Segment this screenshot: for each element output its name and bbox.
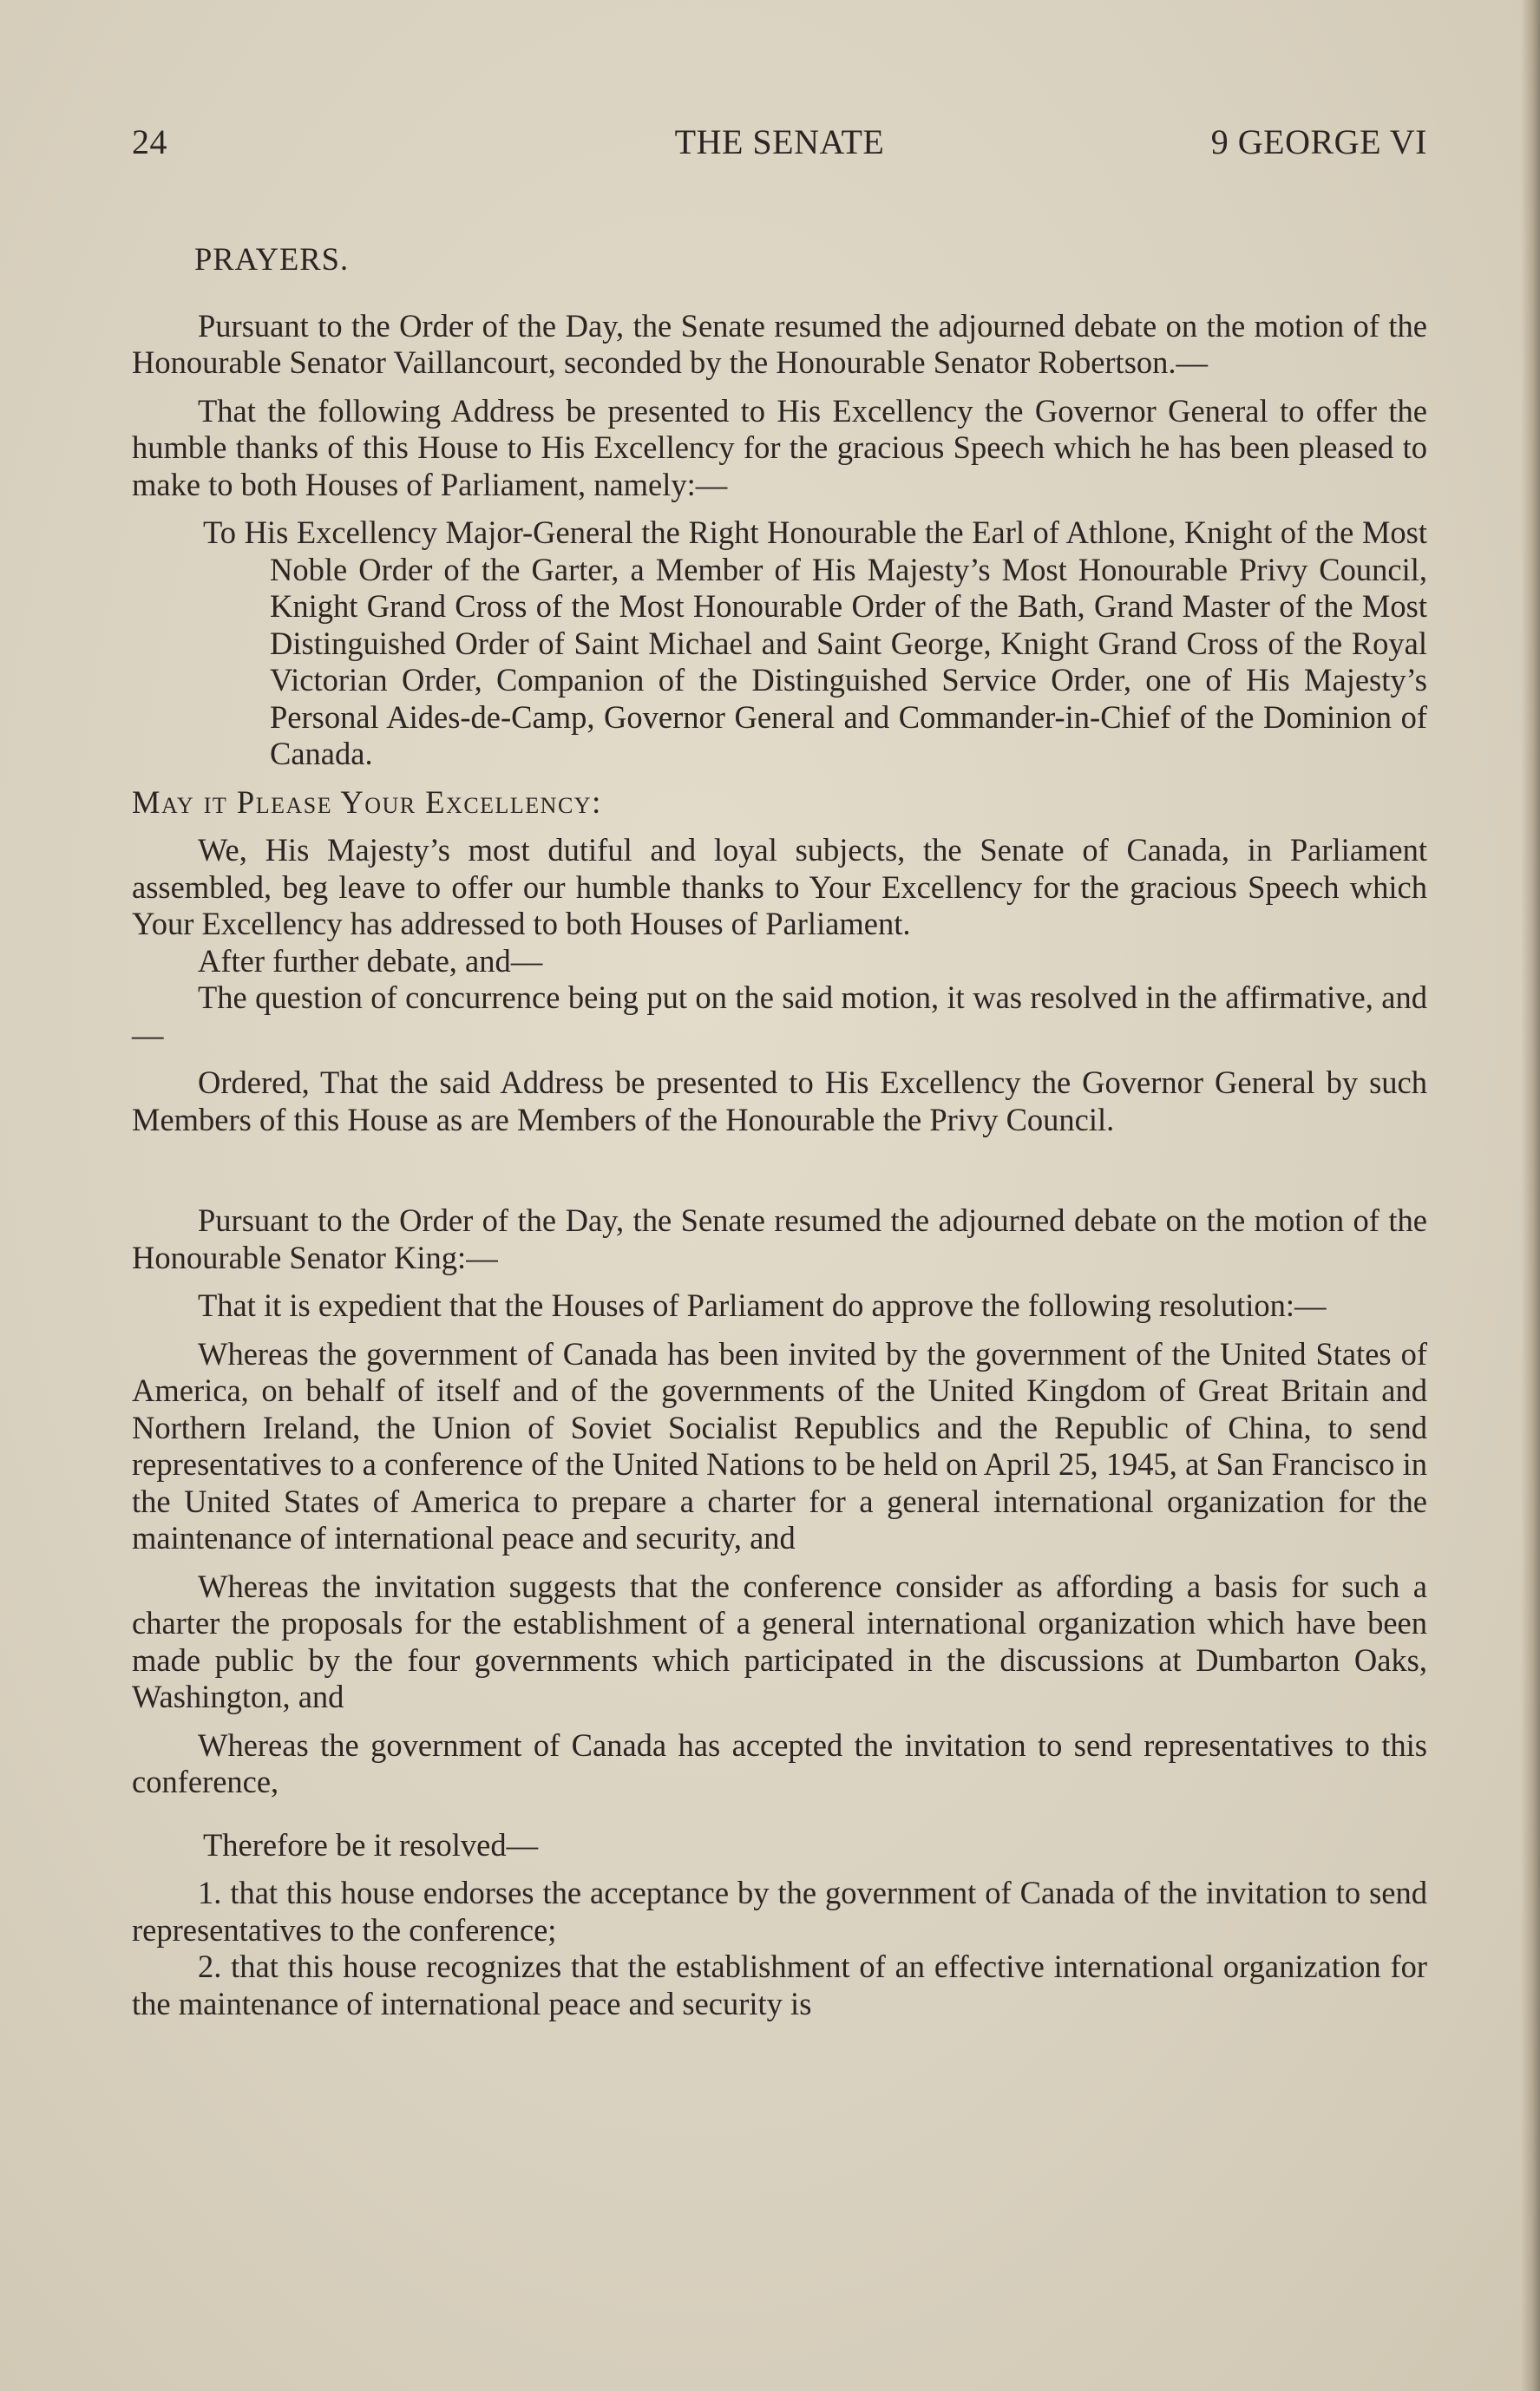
regnal-year: 9 GEORGE VI xyxy=(1210,122,1427,161)
paragraph: Pursuant to the Order of the Day, the Senate resumed the adjourned debate on the motion of the Honourable Senator King:— xyxy=(132,1202,1427,1275)
page-body xyxy=(132,241,1427,2022)
salutation: May it Please Your Excellency: xyxy=(132,783,602,820)
page-number: 24 xyxy=(132,122,167,161)
resolution-item: 2. that this house recognizes that the establishment of an effective international organization for the maintenance of international peace and security is xyxy=(132,1949,1427,2021)
running-header xyxy=(132,121,1427,174)
paragraph: Whereas the invitation suggests that the conference consider as affording a basis for such a charter the proposals for the establishment of a general international organization which have been made public by the four governments which participated in the discussions at Dumbarton Oaks, Washington, and xyxy=(132,1568,1427,1714)
prayers-heading: PRAYERS. xyxy=(194,241,350,277)
header-title: THE SENATE xyxy=(674,122,885,161)
paragraph: The question of concurrence being put on the said motion, it was resolved in the affirmative, and— xyxy=(132,979,1427,1052)
paragraph: After further debate, and— xyxy=(198,942,543,979)
paragraph: That it is expedient that the Houses of Parliament do approve the following resolution:— xyxy=(198,1287,1327,1323)
paragraph: Whereas the government of Canada has been invited by the government of the United States of America, on behalf of itself and of the governments of the United Kingdom of Great Britain and Northern Ireland, the Union of Soviet Socialist Republics and the Republic of China, to send representatives to a conference of the United Nations to be held on April 25, 1945, at San Francisco in the United States of America to prepare a charter for a general international organization for the maintenance of international peace and security, and xyxy=(132,1335,1427,1556)
paragraph: Pursuant to the Order of the Day, the Senate resumed the adjourned debate on the motion of the Honourable Senator Vaillancourt, seconded by the Honourable Senator Robertson.— xyxy=(132,307,1427,380)
paragraph: Ordered, That the said Address be presented to His Excellency the Governor General by such Members of this House as are Members of the Honourable the Privy Council. xyxy=(132,1064,1427,1137)
resolution-item: 1. that this house endorses the acceptance by the government of Canada of the invitation to send representatives to the conference; xyxy=(132,1875,1427,1948)
paragraph: Whereas the government of Canada has accepted the invitation to send representatives to this conference, xyxy=(132,1726,1427,1799)
paragraph: That the following Address be presented to His Excellency the Governor General to offer the humble thanks of this House to His Excellency for the gracious Speech which he has been pleased to make to both Houses of Parliament, namely:— xyxy=(132,392,1427,502)
paragraph: Therefore be it resolved— xyxy=(203,1826,539,1863)
paragraph: We, His Majesty’s most dutiful and loyal subjects, the Senate of Canada, in Parliament assembled, beg leave to offer our humble thanks to Your Excellency for the gracious Speech which Your Excellency has addressed to both Houses of Parliament. xyxy=(132,832,1427,941)
address-paragraph: To His Excellency Major-General the Right Honourable the Earl of Athlone, Knight of the Most Noble Order of the Garter, a Member of His Majesty’s Most Honourable Privy Council, Knight Grand Cross of the Most Honourable Order of the Bath, Grand Master of the Most Distinguished Order of Saint Michael and Saint George, Knight Grand Cross of the Royal Victorian Order, Companion of the Distinguished Service Order, one of His Majesty’s Personal Aides-de-Camp, Governor General and Commander-in-Chief of the Dominion of Canada. xyxy=(203,514,1427,771)
